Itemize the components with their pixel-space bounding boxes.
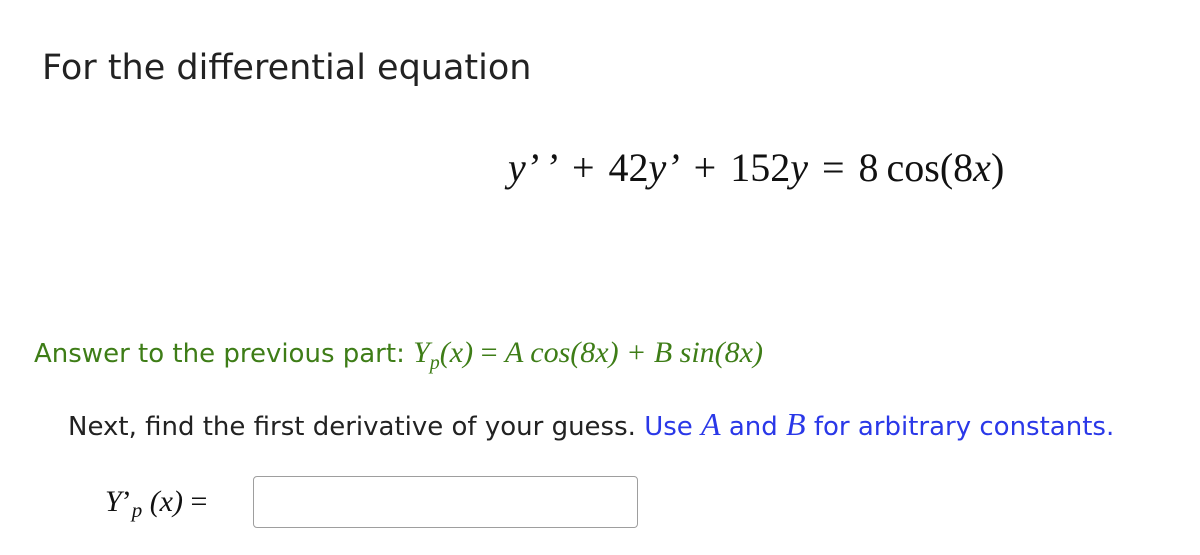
ans-sub: p	[131, 498, 143, 522]
ans-arg: (x)	[149, 485, 183, 518]
prev-Y: Y	[413, 336, 430, 369]
previous-part-answer	[34, 333, 763, 383]
eq-single-prime: ’	[666, 145, 680, 190]
eq-y-3: y	[790, 145, 808, 190]
eq-equals: =	[821, 145, 845, 190]
previous-part-formula	[413, 336, 763, 374]
eq-y: y	[508, 145, 526, 190]
eq-plus-1: +	[571, 145, 595, 190]
previous-part-label: Answer to the previous part:	[34, 339, 405, 369]
eq-rhs-arg-num: 8	[953, 145, 974, 190]
instruction-and: and	[728, 412, 778, 442]
eq-rhs-coef: 8	[858, 145, 879, 190]
eq-double-prime: ’ ’	[525, 145, 558, 190]
problem-intro: For the differential equation	[42, 48, 532, 88]
instruction-tail: for arbitrary constants.	[813, 412, 1115, 442]
instruction-text: Next, find the first derivative of your guess.	[68, 412, 636, 442]
instruction-B: B	[786, 406, 806, 442]
differential-equation	[508, 140, 1004, 196]
eq-rhs-close: )	[990, 145, 1005, 190]
eq-y-2: y	[648, 145, 667, 190]
prev-rhs: A cos(8x) + B sin(8x)	[505, 336, 763, 369]
answer-row	[105, 476, 207, 532]
prev-lhs-rest: (x)	[439, 336, 474, 369]
instruction-use: Use	[644, 412, 693, 442]
prev-sub: p	[429, 352, 440, 374]
ans-Y: Y	[105, 485, 122, 518]
eq-coef-2: 152	[730, 145, 791, 190]
eq-rhs-func: cos(	[886, 145, 954, 190]
prev-equals: =	[480, 336, 498, 369]
answer-label	[105, 485, 207, 523]
instruction-A: A	[701, 406, 721, 442]
eq-rhs-arg-var: x	[973, 145, 991, 190]
eq-coef-1: 42	[608, 145, 649, 190]
answer-input[interactable]	[253, 476, 638, 528]
instruction	[68, 404, 1114, 447]
ans-prime: ’	[121, 485, 132, 518]
ans-equals: =	[190, 485, 208, 518]
eq-plus-2: +	[693, 145, 717, 190]
